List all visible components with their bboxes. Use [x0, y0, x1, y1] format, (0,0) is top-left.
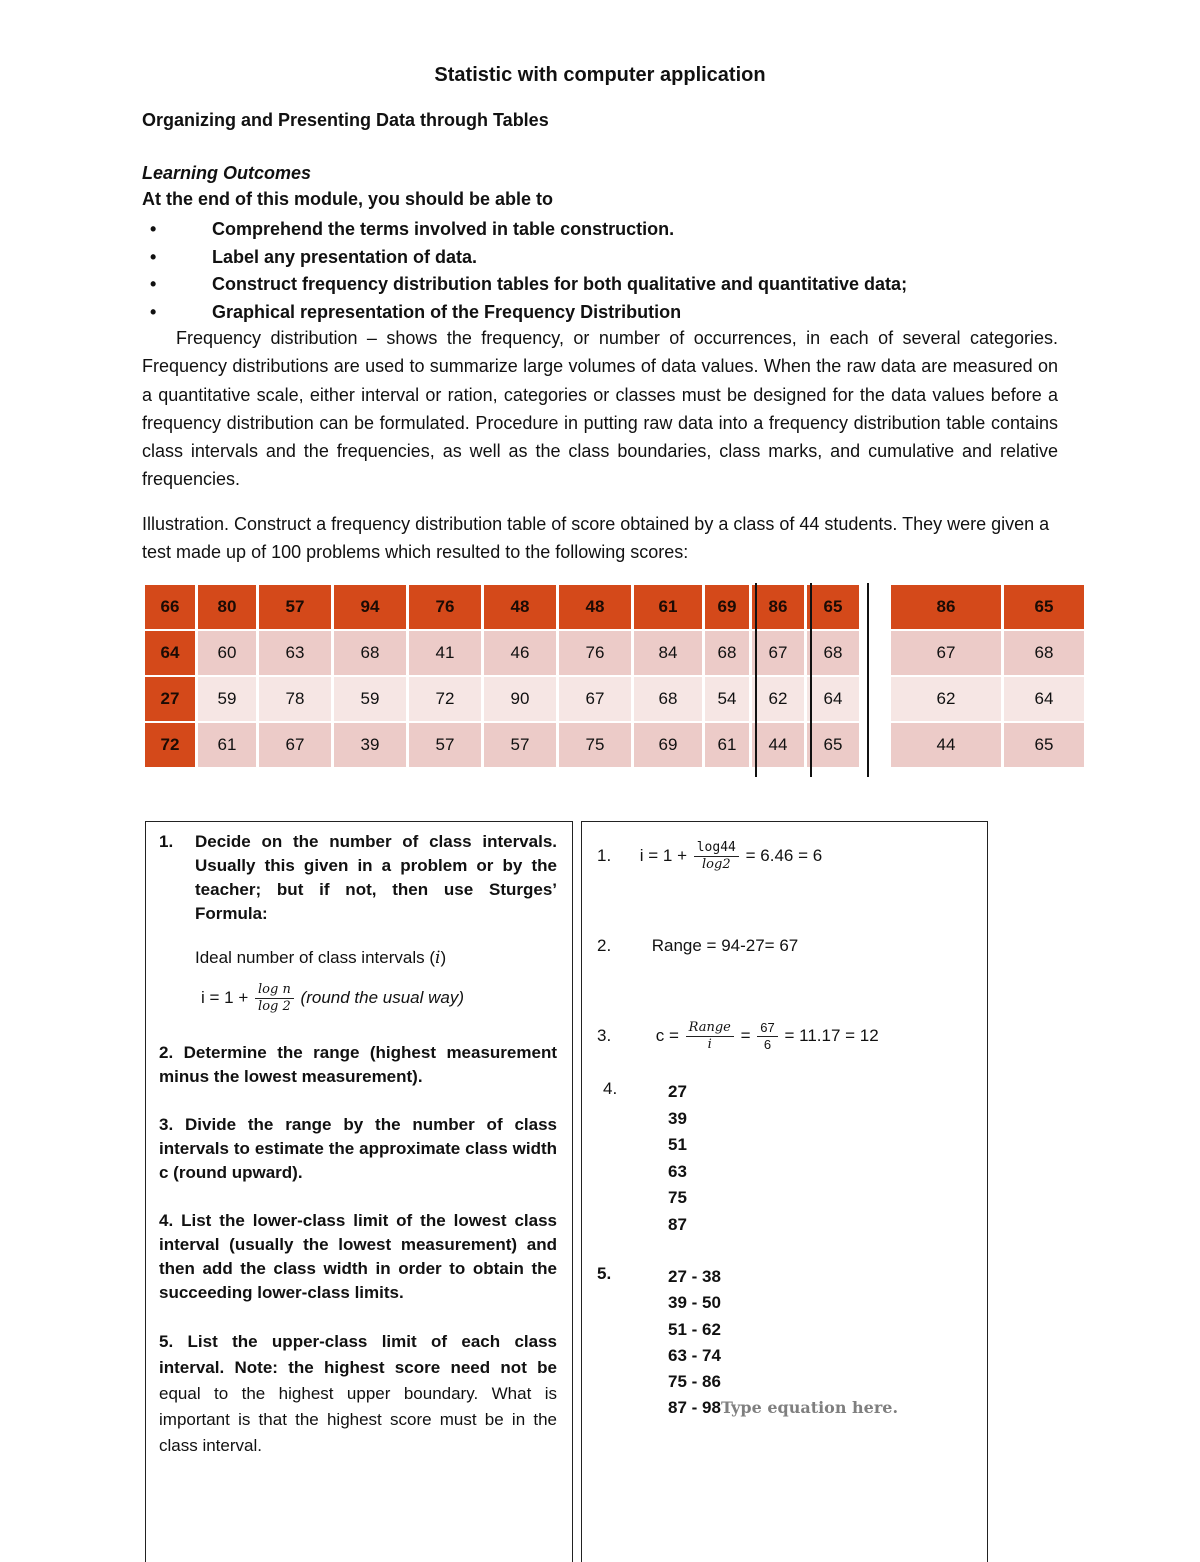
step-3: 3. Divide the range by the number of class intervals to estimate the approximate class width c (round upward). [159, 1115, 557, 1182]
bullet-icon: • [150, 274, 157, 294]
table-divider [867, 583, 869, 777]
list-item: • Graphical representation of the Frequency Distribution [142, 299, 907, 327]
table-cell: 78 [259, 677, 331, 721]
table-cell: 94 [334, 585, 406, 629]
table-cell: 27 [145, 677, 195, 721]
table-cell: 64 [807, 677, 859, 721]
scores-table [142, 583, 1087, 769]
table-cell: 67 [259, 723, 331, 767]
table-cell: 44 [752, 723, 804, 767]
table-cell: 57 [259, 585, 331, 629]
table-cell: 62 [752, 677, 804, 721]
table-cell: 65 [1004, 723, 1084, 767]
class-intervals-list [668, 1264, 898, 1422]
table-cell [862, 677, 888, 721]
bullet-icon: • [150, 246, 157, 267]
table-cell: 64 [145, 631, 195, 675]
table-cell: 61 [705, 723, 749, 767]
list-item: 39 - 50 [668, 1293, 721, 1313]
table-cell: 67 [559, 677, 631, 721]
table-cell: 66 [145, 585, 195, 629]
steps-box [145, 821, 573, 1562]
table-cell: 68 [334, 631, 406, 675]
table-cell [862, 631, 888, 675]
results-box [581, 821, 988, 1562]
result-1: 1. i = 1 + $\frac{\log 44}{\log 2}$ = 6.46 = 6 [597, 840, 823, 872]
table-row [145, 585, 1084, 629]
step-2: 2. Determine the range (highest measurement minus the lowest measurement). [159, 1043, 557, 1086]
formula-fraction: $\frac{\text{log n}}{\log 2}$ [255, 982, 294, 1015]
list-item: 51 [668, 1135, 687, 1154]
table-cell: 63 [259, 631, 331, 675]
sturges-formula: i = 1 + $\frac{\text{log n}}{\log 2}$ (round the usual way) [201, 982, 465, 1014]
table-cell: 57 [409, 723, 481, 767]
list-item: 75 [668, 1188, 687, 1207]
table-cell: 80 [198, 585, 256, 629]
table-cell: 72 [409, 677, 481, 721]
table-cell: 61 [634, 585, 702, 629]
step-5: 5. List the upper-class limit of each class interval. Note: the highest score need not be equal to the highest upper boundary. What is important is that the highest score must be in the class interval. [159, 1332, 557, 1455]
result-5-label: 5. [597, 1264, 612, 1283]
formula-fraction: $\frac{\log 44}{\log 2}$ [694, 840, 739, 873]
result-2: 2. Range = 94-27= 67 [597, 936, 799, 955]
bullet-icon: • [150, 301, 157, 322]
table-cell: 72 [145, 723, 195, 767]
table-cell: 76 [409, 585, 481, 629]
list-item: • Construct frequency distribution tables for both qualitative and quantitative data; [142, 271, 907, 299]
table-cell: 60 [198, 631, 256, 675]
table-cell: 44 [891, 723, 1001, 767]
table-cell: 65 [807, 723, 859, 767]
table-cell: 48 [559, 585, 631, 629]
ideal-intervals-line: Ideal number of class intervals (i) [195, 948, 447, 968]
lower-limits-list [668, 1079, 687, 1238]
table-cell: 48 [484, 585, 556, 629]
table-divider [755, 583, 757, 777]
result-3: 3. c = $\frac{\text{Range}}{i}$ = $\frac{67}{6}$ = 11.17 = 12 [597, 1020, 879, 1052]
bullet-icon: • [150, 219, 157, 239]
table-cell: 59 [198, 677, 256, 721]
table-cell: 67 [752, 631, 804, 675]
step-1: 1. Decide on the number of class intervals. Usually this given in a problem or by the teacher; but if not, then use Sturges’ Formula: Ideal number of class intervals (i) i = 1 + $\frac{\text{log n}}{\log 2}$ (round the usual way) [159, 832, 557, 1014]
table-cell: 46 [484, 631, 556, 675]
learning-outcomes-intro: At the end of this module, you should be able to [142, 189, 554, 209]
table-cell: 68 [705, 631, 749, 675]
list-item: 27 [668, 1082, 687, 1101]
list-item: 39 [668, 1108, 687, 1128]
list-item: 63 - 74 [668, 1345, 721, 1365]
table-cell: 61 [198, 723, 256, 767]
table-cell: 68 [1004, 631, 1084, 675]
table-cell [862, 585, 888, 629]
step-4: 4. List the lower-class limit of the lowest class interval (usually the lowest measurement) and then add the class width in order to obtain the succeeding lower-class limits. [159, 1211, 557, 1302]
list-item: • Label any presentation of data. [142, 244, 907, 272]
table-row [145, 723, 1084, 767]
table-row [145, 631, 1084, 675]
table-cell: 59 [334, 677, 406, 721]
table-row [145, 677, 1084, 721]
outcomes-list [142, 216, 907, 326]
table-cell: 57 [484, 723, 556, 767]
list-item: • Comprehend the terms involved in table construction. [142, 216, 907, 244]
list-item: 63 [668, 1161, 687, 1181]
list-item: 87 [668, 1214, 687, 1234]
section-subtitle: Organizing and Presenting Data through Tables [142, 110, 549, 130]
definition-paragraph: Frequency distribution – shows the frequency, or number of occurrences, in each of several categories. Frequency distributions are used to summarize large volumes of data values. When the raw data are measured on a quantitative scale, either interval or ration, categories or classes must be designed for the data values before a frequency distribution can be formulated. Procedure in putting raw data into a frequency distribution table contains class intervals and the frequencies, as well as the class boundaries, class marks, and cumulative and relative frequencies. [142, 328, 1058, 490]
table-cell [862, 723, 888, 767]
learning-outcomes-heading: Learning Outcomes [142, 163, 312, 183]
table-cell: 54 [705, 677, 749, 721]
table-cell: 68 [807, 631, 859, 675]
table-cell: 41 [409, 631, 481, 675]
list-item: 51 - 62 [668, 1319, 721, 1339]
document-title: Statistic with computer application [434, 64, 766, 86]
table-cell: 64 [1004, 677, 1084, 721]
list-item: 75 - 86 [668, 1372, 721, 1392]
table-cell: 67 [891, 631, 1001, 675]
table-cell: 86 [891, 585, 1001, 629]
table-divider [810, 583, 812, 777]
list-item: 87 - 98Type equation here. [668, 1398, 899, 1418]
table-cell: 69 [705, 585, 749, 629]
formula-fraction: $\frac{\text{Range}}{i}$ [686, 1020, 734, 1053]
table-cell: 65 [1004, 585, 1084, 629]
illustration-paragraph: Illustration. Construct a frequency distribution table of score obtained by a class of 44 students. They were given a test made up of 100 problems which resulted to the following scores: [142, 514, 1050, 563]
table-cell: 90 [484, 677, 556, 721]
table-cell: 76 [559, 631, 631, 675]
table-cell: 68 [634, 677, 702, 721]
table-cell: 62 [891, 677, 1001, 721]
table-cell: 75 [559, 723, 631, 767]
table-cell: 65 [807, 585, 859, 629]
table-cell: 86 [752, 585, 804, 629]
table-cell: 39 [334, 723, 406, 767]
equation-placeholder[interactable]: Type equation here. [720, 1398, 899, 1418]
table-cell: 84 [634, 631, 702, 675]
table-cell: 69 [634, 723, 702, 767]
list-item: 27 - 38 [668, 1267, 721, 1286]
formula-fraction: $\frac{67}{6}$ [757, 1020, 777, 1053]
result-4-label: 4. [603, 1079, 618, 1098]
